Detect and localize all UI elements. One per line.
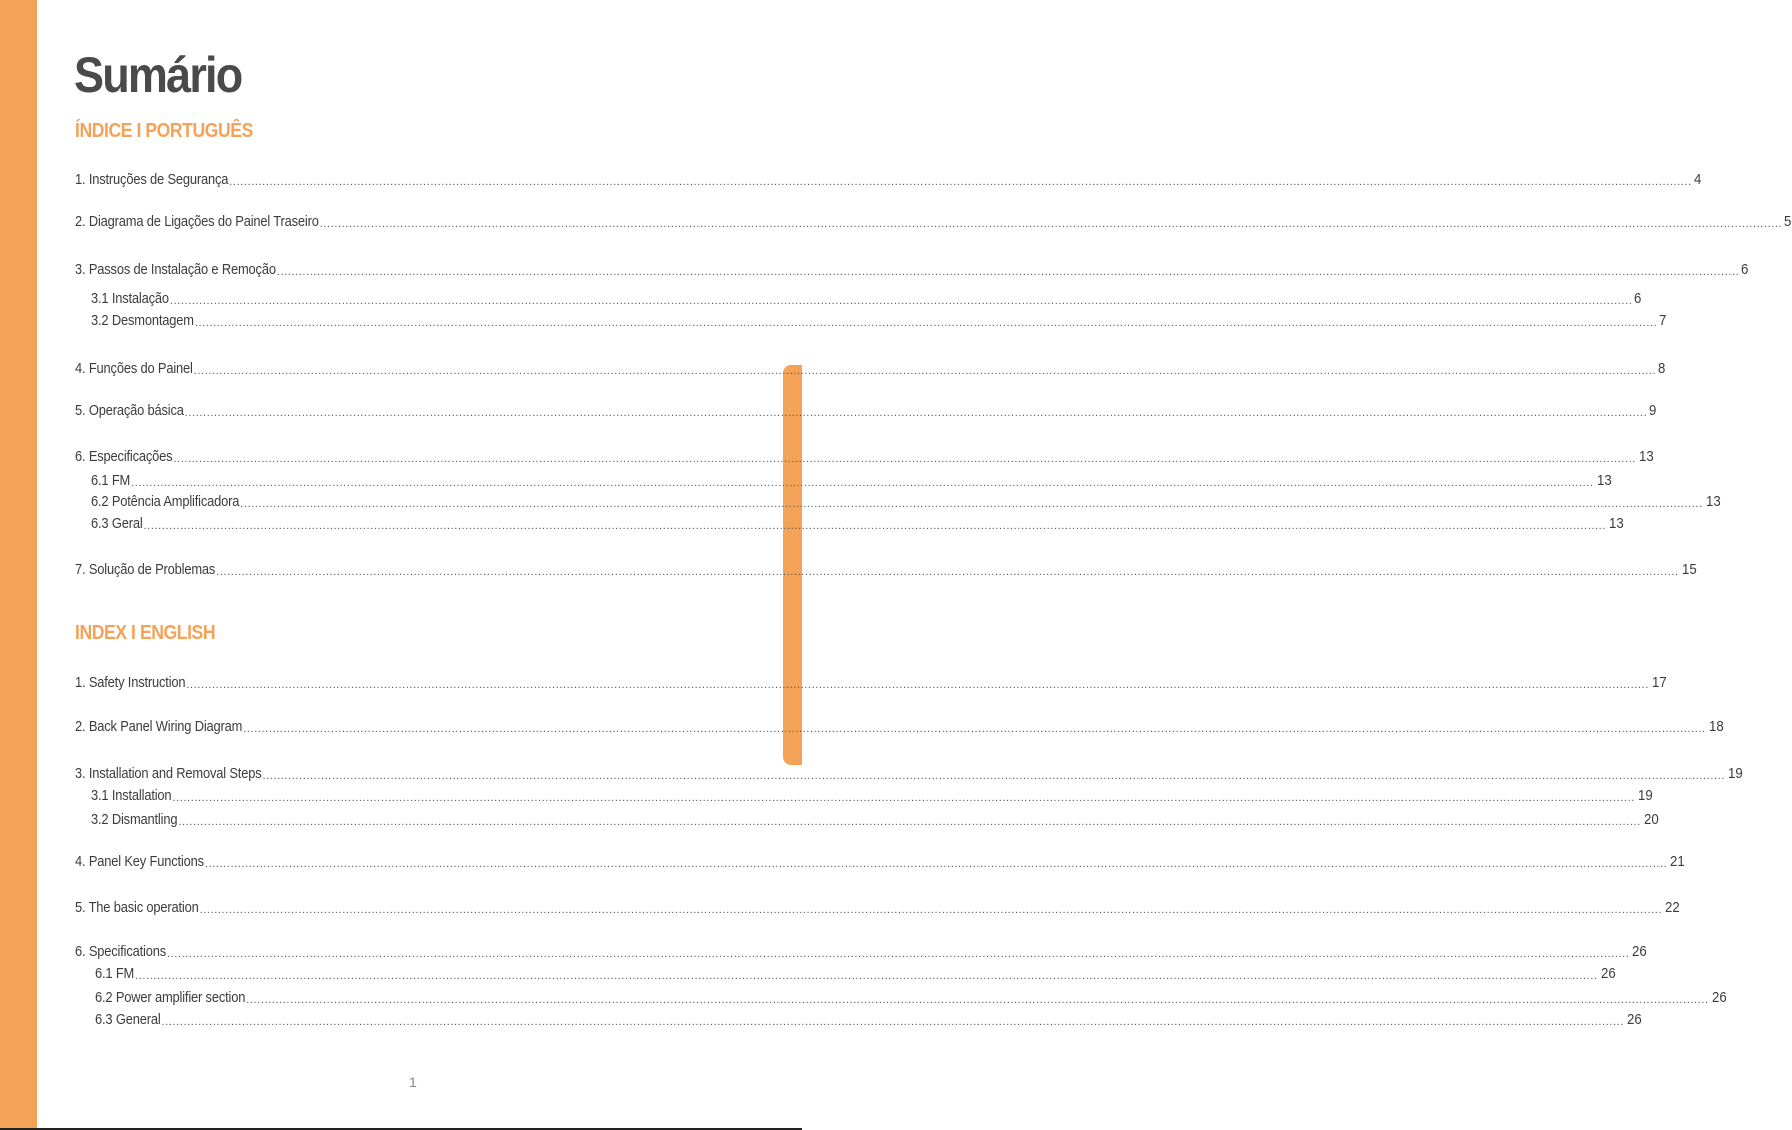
toc-entry[interactable]	[91, 492, 1721, 512]
toc-entry[interactable]	[75, 717, 1724, 737]
toc-entry[interactable]	[75, 942, 1648, 962]
toc-entry-label: 3.2 Desmontagem	[91, 312, 194, 329]
dot-leader: ................................................................................................................................................................................................................................................................................................................................................................................................................	[319, 218, 1783, 230]
toc-entry-label-wrap	[91, 471, 130, 491]
toc-entry[interactable]	[75, 852, 1686, 872]
toc-entry-page: 7	[1659, 312, 1667, 329]
toc-entry-label: 6. Specifications	[75, 943, 167, 960]
toc-entry-label-wrap	[91, 492, 239, 512]
toc-entry-page: 13	[1596, 472, 1612, 489]
dot-leader: ................................................................................................................................................................................................................................................................................................................................................................................................................	[194, 317, 1658, 329]
dot-leader: ................................................................................................................................................................................................................................................................................................................................................................................................................	[216, 566, 1679, 578]
toc-entry-label-wrap	[75, 673, 185, 693]
toc-entry-label: 6. Especificações	[75, 448, 173, 465]
toc-entry-label: 6.1 FM	[91, 472, 131, 489]
dot-leader: ................................................................................................................................................................................................................................................................................................................................................................................................................	[199, 904, 1663, 916]
toc-entry-label-wrap	[75, 852, 204, 872]
dot-leader: ................................................................................................................................................................................................................................................................................................................................................................................................................	[184, 407, 1648, 419]
toc-entry[interactable]	[91, 471, 1612, 491]
toc-entry-label-wrap	[91, 810, 177, 830]
section-heading-english: INDEX I ENGLISH	[75, 622, 216, 644]
page-number: 1	[409, 1074, 417, 1090]
toc-entry-label: 3. Passos de Instalação e Remoção	[75, 261, 276, 278]
toc-entry[interactable]	[75, 359, 1666, 379]
toc-entry[interactable]	[95, 1010, 1642, 1030]
toc-entry-label-wrap	[75, 260, 276, 280]
toc-entry-page: 4	[1693, 171, 1702, 188]
toc-entry[interactable]	[75, 560, 1697, 580]
toc-entry-label: 4. Funções do Painel	[75, 360, 193, 377]
toc-entry-page: 6	[1741, 261, 1749, 278]
toc-entry-label: 2. Diagrama de Ligações do Painel Traseiro	[75, 213, 319, 230]
toc-entry[interactable]	[95, 964, 1616, 984]
toc-entry-label-wrap	[75, 898, 199, 918]
toc-entry-label: 6.2 Power amplifier section	[95, 989, 246, 1006]
dot-leader: ................................................................................................................................................................................................................................................................................................................................................................................................................	[173, 453, 1636, 465]
dot-leader: ................................................................................................................................................................................................................................................................................................................................................................................................................	[178, 816, 1641, 828]
toc-entry-label-wrap	[95, 964, 134, 984]
toc-entry[interactable]	[75, 673, 1667, 693]
toc-entry-label: 5. Operação básica	[75, 402, 184, 419]
toc-entry[interactable]	[75, 212, 1792, 232]
toc-entry[interactable]	[91, 786, 1653, 806]
dot-leader: ................................................................................................................................................................................................................................................................................................................................................................................................................	[131, 477, 1594, 489]
toc-entry-page: 5	[1784, 213, 1792, 230]
toc-entry-page: 13	[1608, 515, 1624, 532]
dot-leader: ................................................................................................................................................................................................................................................................................................................................................................................................................	[246, 994, 1709, 1006]
toc-entry-label-wrap	[95, 1010, 161, 1030]
dot-leader: ................................................................................................................................................................................................................................................................................................................................................................................................................	[167, 948, 1630, 960]
toc-entry[interactable]	[75, 447, 1654, 467]
dot-leader: ................................................................................................................................................................................................................................................................................................................................................................................................................	[143, 520, 1606, 532]
toc-entry[interactable]	[75, 260, 1749, 280]
toc-entry-label-wrap	[75, 170, 228, 190]
toc-entry-label: 3.1 Installation	[91, 787, 172, 804]
toc-entry-label: 1. Instruções de Segurança	[75, 171, 229, 188]
dot-leader: ................................................................................................................................................................................................................................................................................................................................................................................................................	[193, 365, 1657, 377]
toc-entry-label: 3.1 Instalação	[91, 290, 169, 307]
toc-entry-label-wrap	[91, 514, 143, 534]
toc-entry-page: 19	[1727, 765, 1743, 782]
toc-entry-page: 8	[1658, 360, 1666, 377]
toc-entry-label: 6.1 FM	[95, 965, 135, 982]
toc-entry-page: 21	[1670, 853, 1686, 870]
dot-leader: ................................................................................................................................................................................................................................................................................................................................................................................................................	[243, 723, 1706, 735]
toc-entry[interactable]	[95, 988, 1727, 1008]
toc-entry-label-wrap	[91, 786, 171, 806]
toc-entry-label: 4. Panel Key Functions	[75, 853, 204, 870]
toc-entry-page: 6	[1634, 290, 1642, 307]
toc-entry-page: 9	[1649, 402, 1657, 419]
toc-entry-label-wrap	[75, 764, 262, 784]
dot-leader: ................................................................................................................................................................................................................................................................................................................................................................................................................	[135, 970, 1598, 982]
toc-entry[interactable]	[75, 401, 1657, 421]
toc-entry-label-wrap	[75, 447, 172, 467]
toc-entry-label: 1. Safety Instruction	[75, 674, 186, 691]
toc-entry-label-wrap	[75, 401, 184, 421]
dot-leader: ................................................................................................................................................................................................................................................................................................................................................................................................................	[262, 770, 1725, 782]
toc-entry-label: 5. The basic operation	[75, 899, 199, 916]
toc-entry[interactable]	[75, 764, 1743, 784]
toc-entry[interactable]	[91, 514, 1624, 534]
toc-entry-page: 13	[1705, 493, 1721, 510]
toc-entry-page: 26	[1632, 943, 1648, 960]
section-heading-portuguese: ÍNDICE I PORTUGUÊS	[75, 120, 253, 142]
toc-entry-label: 2. Back Panel Wiring Diagram	[75, 718, 243, 735]
toc-entry-label-wrap	[91, 289, 169, 309]
dot-leader: ................................................................................................................................................................................................................................................................................................................................................................................................................	[229, 176, 1692, 188]
toc-entry-label-wrap	[91, 311, 194, 331]
dot-leader: ................................................................................................................................................................................................................................................................................................................................................................................................................	[186, 679, 1649, 691]
left-accent-bar	[0, 0, 37, 1130]
dot-leader: ................................................................................................................................................................................................................................................................................................................................................................................................................	[204, 858, 1668, 870]
dot-leader: ................................................................................................................................................................................................................................................................................................................................................................................................................	[161, 1016, 1624, 1028]
toc-entry-page: 15	[1681, 561, 1697, 578]
toc-entry-label-wrap	[75, 717, 242, 737]
toc-entry-page: 26	[1600, 965, 1616, 982]
toc-entry-label-wrap	[95, 988, 245, 1008]
toc-entry-label-wrap	[75, 359, 193, 379]
toc-entry[interactable]	[91, 311, 1667, 331]
dot-leader: ................................................................................................................................................................................................................................................................................................................................................................................................................	[276, 266, 1740, 278]
page-title: Sumário	[74, 47, 242, 103]
toc-entry-page: 26	[1626, 1011, 1642, 1028]
toc-entry[interactable]	[91, 810, 1659, 830]
dot-leader: ................................................................................................................................................................................................................................................................................................................................................................................................................	[169, 295, 1633, 307]
toc-entry-label-wrap	[75, 212, 319, 232]
toc-entry-page: 18	[1708, 718, 1724, 735]
toc-entry[interactable]	[75, 170, 1702, 190]
toc-entry-page: 13	[1638, 448, 1654, 465]
toc-entry-page: 19	[1637, 787, 1653, 804]
toc-entry-page: 20	[1643, 811, 1659, 828]
toc-entry-label: 7. Solução de Problemas	[75, 561, 216, 578]
toc-entry-label-wrap	[75, 942, 166, 962]
toc-entry-label: 3. Installation and Removal Steps	[75, 765, 262, 782]
toc-entry-label: 6.3 General	[95, 1011, 161, 1028]
toc-entry-label: 6.3 Geral	[91, 515, 143, 532]
toc-entry-page: 26	[1711, 989, 1727, 1006]
toc-entry-label-wrap	[75, 560, 215, 580]
dot-leader: ................................................................................................................................................................................................................................................................................................................................................................................................................	[172, 792, 1635, 804]
toc-entry[interactable]	[75, 898, 1680, 918]
toc-entry-label: 6.2 Potência Amplificadora	[91, 493, 240, 510]
toc-entry-page: 17	[1651, 674, 1667, 691]
toc-entry-label: 3.2 Dismantling	[91, 811, 178, 828]
toc-entry[interactable]	[91, 289, 1642, 309]
toc-entry-page: 22	[1665, 899, 1680, 916]
dot-leader: ................................................................................................................................................................................................................................................................................................................................................................................................................	[240, 498, 1703, 510]
